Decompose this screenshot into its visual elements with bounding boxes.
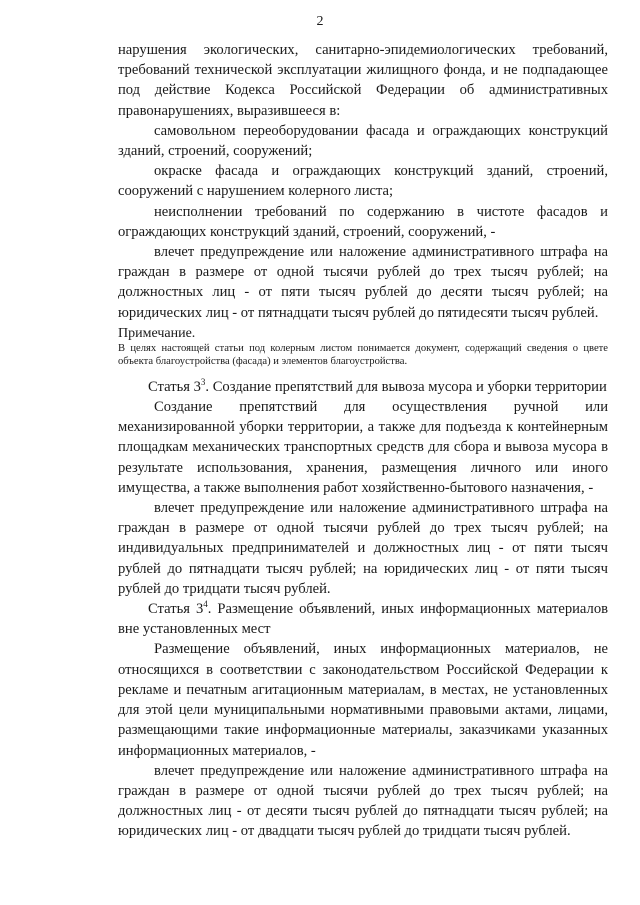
paragraph: окраске фасада и ограждающих конструкций зданий, строений, сооружений с нарушением колерного листа; — [118, 163, 608, 200]
article-heading-3-3 — [118, 377, 608, 397]
paragraph: нарушения экологических, санитарно-эпидемиологических требований, требований технической эксплуатации жилищного фонда, и не подпадающее под действие Кодекса Российской Федерации об административных правонарушениях, выразившееся в: — [118, 42, 608, 119]
article-heading-3-4 — [118, 599, 608, 639]
note-text: В целях настоящей статьи под колерным листом понимается документ, содержащий сведения о цвете объекта благоустройства (фасада) и элементов благоустройства. — [118, 342, 608, 368]
penalty-paragraph: влечет предупреждение или наложение административного штрафа на граждан в размере от одной тысячи рублей до трех тысяч рублей; на должностных лиц - от пяти тысяч рублей до десяти тысяч рублей; на юридических лиц - от пятнадцати тысяч рублей до пятидесяти тысяч рублей. — [118, 244, 608, 321]
article-prefix: Статья 3 — [148, 601, 204, 618]
article-superscript: 3 — [200, 376, 206, 387]
penalty-paragraph: влечет предупреждение или наложение административного штрафа на граждан в размере от одной тысячи рублей до трех тысяч рублей; на индивидуальных предпринимателей и должностных лиц - от пяти тысяч рублей до пятнадцати тысяч рублей; на юридических лиц - от пяти тысяч рублей до тридцати тысяч рублей. — [118, 500, 608, 597]
page-number: 2 — [316, 14, 324, 29]
note-label: Примечание. — [118, 325, 196, 341]
paragraph: Создание препятствий для осуществления ручной или механизированной уборки территории, а также для подъезда к контейнерным площадкам механических транспортных средств для сбора и вывоза мусора в результате использования, хранения, размещения личного или иного имущества, а также выполнения работ хозяйственно-бытового назначения, - — [118, 399, 608, 496]
article-title: . Размещение объявлений, иных информационных материалов вне установленных мест — [118, 601, 609, 638]
article-title: . Создание препятствий для вывоза мусора и уборки территории — [205, 378, 607, 395]
paragraph: Размещение объявлений, иных информационных материалов, не относящихся в соответствии с законодательством Российской Федерации к рекламе и печатным агитационным материалам, в местах, не установленных для этой цели муниципальными нормативными правовыми актами, лицами, размещающими такие информационные материалы, заказчиками указанных информационных материалов, - — [118, 641, 608, 759]
document-body — [118, 40, 608, 842]
penalty-paragraph: влечет предупреждение или наложение административного штрафа на граждан в размере от одной тысячи рублей до трех тысяч рублей; на должностных лиц - от десяти тысяч рублей до пятнадцати тысяч рублей; на юридических лиц - от двадцати тысяч рублей до тридцати тысяч рублей. — [118, 762, 608, 840]
paragraph: самовольном переоборудовании фасада и ограждающих конструкций зданий, строений, сооружений; — [118, 122, 608, 160]
article-prefix: Статья 3 — [148, 378, 201, 395]
paragraph: неисполнении требований по содержанию в чистоте фасадов и ограждающих конструкций зданий, строений, сооружений, - — [118, 203, 608, 240]
article-superscript: 4 — [203, 599, 208, 610]
